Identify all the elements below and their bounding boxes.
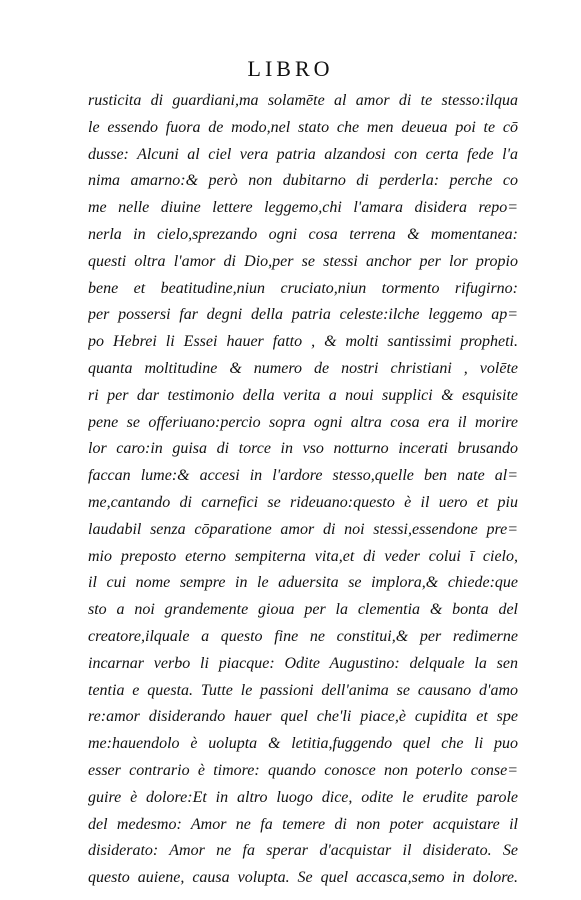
- text-line: guire è dolore:Et in altro luogo dice, odite le erudite parole: [88, 788, 518, 806]
- text-line: del medesmo: Amor ne fa temere di non poter acquistare il: [88, 815, 518, 833]
- text-line: creatore,ilquale a questo fine ne constitui,& per redimerne: [88, 627, 518, 645]
- text-line: le essendo fuora de modo,nel stato che men deueua poi te cō: [88, 118, 518, 136]
- body-text: [88, 88, 518, 892]
- text-line: tentia e questa. Tutte le passioni dell'anima se causano d'amo: [88, 681, 518, 699]
- text-line: lor caro:in guisa di torce in vso notturno incerati brusando: [88, 440, 518, 458]
- text-line: incarnar verbo li piacque: Odite Augustino: delquale la sen: [88, 654, 518, 672]
- text-line: mio preposto eterno sempiterna vita,et di veder colui ī cielo,: [88, 547, 518, 565]
- text-line: bene et beatitudine,niun cruciato,niun tormento rifugirno:: [88, 279, 518, 297]
- text-line: me:hauendolo è uolupta & letitia,fuggendo quel che li puo: [88, 735, 518, 753]
- text-line: sto a noi grandemente gioua per la clementia & bonta del: [88, 601, 518, 619]
- text-line: nerla in cielo,sprezando ogni cosa terrena & momentanea:: [88, 225, 518, 243]
- text-line: per possersi far degni della patria celeste:ilche leggemo ap=: [88, 306, 518, 324]
- text-line: me,cantando di carnefici se rideuano:questo è il uero et piu: [88, 493, 518, 511]
- running-head: LIBRO: [247, 56, 334, 81]
- text-line: quanta moltitudine & numero de nostri christiani , volēte: [88, 359, 518, 377]
- text-line: il cui nome sempre in le aduersita se implora,& chiede:que: [88, 574, 518, 592]
- text-line: pene se offeriuano:percio sopra ogni altra cosa era il morire: [88, 413, 518, 431]
- text-line: laudabil senza cōparatione amor di noi stessi,essendone pre=: [88, 520, 518, 538]
- text-line: me nelle diuine lettere leggemo,chi l'amara disidera repo=: [88, 199, 518, 217]
- text-line: questo auiene, causa volupta. Se quel accasca,semo in dolore.: [88, 869, 518, 887]
- text-line: nima amarno:& però non dubitarno di perderla: perche co: [88, 172, 518, 190]
- text-line: rusticita di guardiani,ma solamēte al amor di te stesso:ilqua: [88, 92, 518, 109]
- text-line: re:amor disiderando hauer quel che'li piace,è cupidita et spe: [88, 708, 518, 726]
- text-line: faccan lume:& accesi in l'ardore stesso,quelle ben nate al=: [88, 467, 518, 485]
- text-line: disiderato: Amor ne fa sperar d'acquistar il disiderato. Se: [88, 842, 518, 860]
- text-line: questi oltra l'amor di Dio,per se stessi anchor per lor propio: [88, 252, 518, 270]
- text-line: po Hebrei li Essei hauer fatto , & molti santissimi propheti.: [88, 333, 518, 351]
- text-line: esser contrario è timore: quando conosce non poterlo conse=: [88, 761, 518, 779]
- text-line: ri per dar testimonio della verita a noui supplici & esquisite: [88, 386, 518, 404]
- text-line: dusse: Alcuni al ciel vera patria alzandosi con certa fede l'a: [88, 145, 518, 163]
